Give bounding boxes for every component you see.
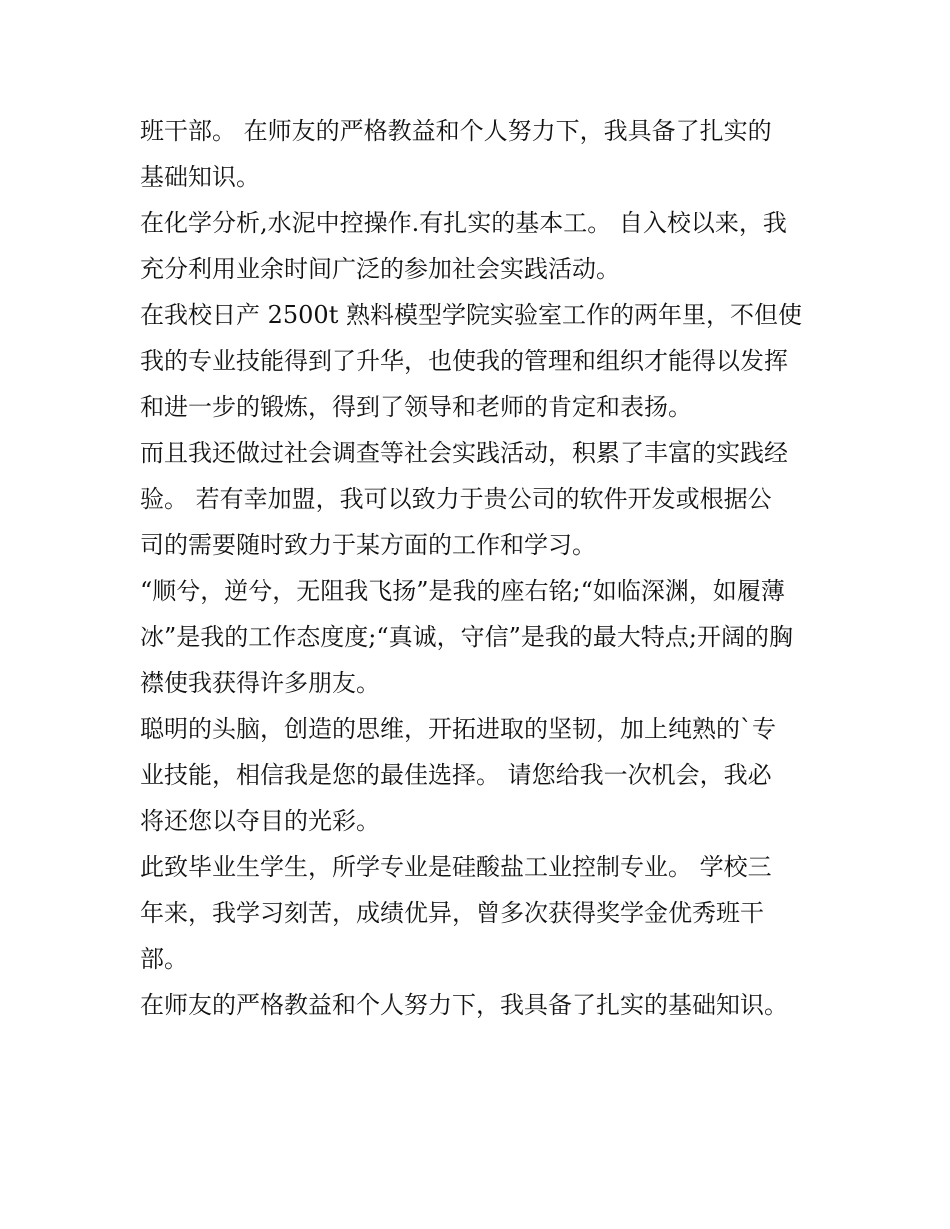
document-body [140,108,820,1028]
text-line: 和进一步的锻炼，得到了领导和老师的肯定和表扬。 [140,393,692,421]
text-line: 年来，我学习刻苦，成绩优异，曾多次获得奖学金优秀班干 [140,899,764,927]
text-line: 基础知识。 [140,163,260,191]
paragraph-1 [140,108,820,200]
paragraph-4 [140,430,820,568]
paragraph-5 [140,568,820,706]
text-line: 班干部。 在师友的严格教益和个人努力下，我具备了扎实的 [140,117,772,145]
paragraph-7 [140,844,820,982]
text-line: 在师友的严格教益和个人努力下，我具备了扎实的基础知识。 [140,991,788,1019]
text-line: 冰”是我的工作态度度;“真诚，守信”是我的最大特点;开阔的胸 [140,623,793,651]
text-line: 部。 [140,945,188,973]
paragraph-6 [140,706,820,844]
text-line: 司的需要随时致力于某方面的工作和学习。 [140,531,596,559]
text-line: 将还您以夺目的光彩。 [140,807,380,835]
text-line: 而且我还做过社会调查等社会实践活动，积累了丰富的实践经 [140,439,788,467]
text-line: “顺兮，逆兮，无阻我飞扬”是我的座右铭;“如临深渊，如履薄 [140,577,785,605]
text-line: 在化学分析,水泥中控操作.有扎实的基本工。 自入校以来，我 [140,209,787,237]
paragraph-2 [140,200,820,292]
text-line: 验。 若有幸加盟，我可以致力于贵公司的软件开发或根据公 [140,485,772,513]
paragraph-8 [140,982,820,1028]
text-line: 在我校日产 2500t 熟料模型学院实验室工作的两年里，不但使 [140,301,802,329]
text-line: 充分利用业余时间广泛的参加社会实践活动。 [140,255,620,283]
text-line: 襟使我获得许多朋友。 [140,669,380,697]
text-line: 聪明的头脑，创造的思维，开拓进取的坚韧，加上纯熟的`专 [140,715,776,743]
text-line: 此致毕业生学生，所学专业是硅酸盐工业控制专业。 学校三 [140,853,772,881]
paragraph-3 [140,292,820,430]
text-line: 我的专业技能得到了升华，也使我的管理和组织才能得以发挥 [140,347,788,375]
text-line: 业技能，相信我是您的最佳选择。 请您给我一次机会，我必 [140,761,772,789]
